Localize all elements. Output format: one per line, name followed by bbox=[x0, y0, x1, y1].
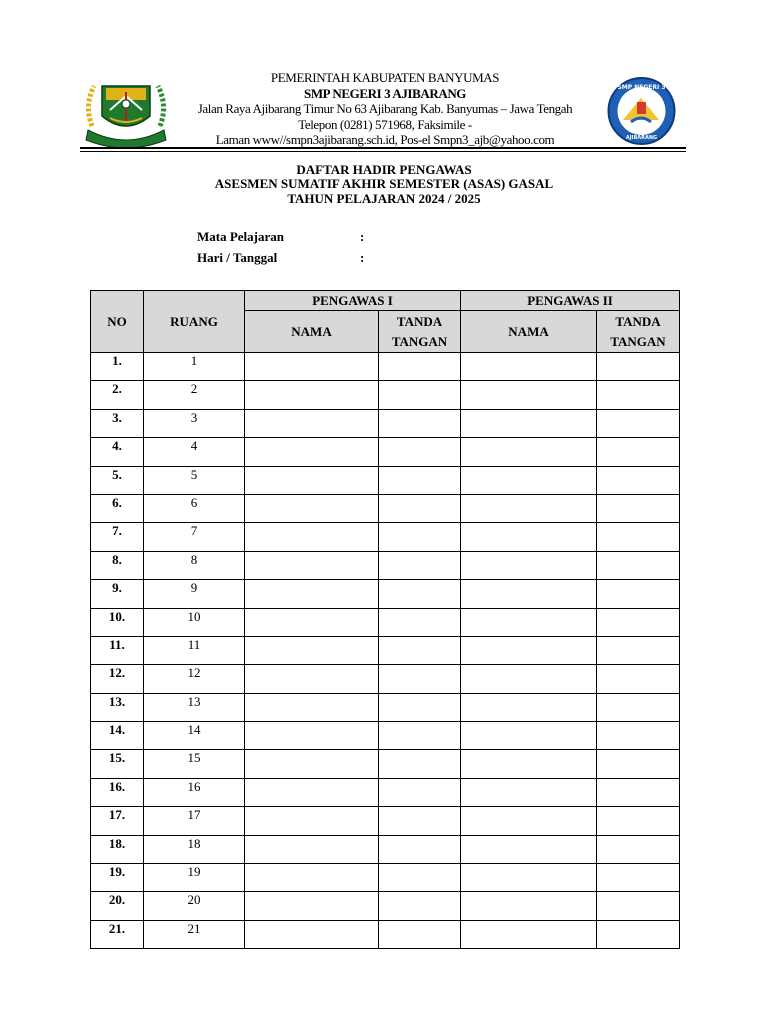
row-number: 13. bbox=[91, 693, 144, 721]
supervisor-1-name-cell[interactable] bbox=[245, 608, 379, 636]
supervisor-2-signature-cell[interactable] bbox=[597, 665, 680, 693]
school-phone: Telepon (0281) 571968, Faksimile - bbox=[298, 116, 472, 132]
row-room: 16 bbox=[144, 778, 245, 806]
header-signature-1 bbox=[379, 311, 461, 353]
supervisor-1-signature-cell[interactable] bbox=[379, 466, 461, 494]
row-number: 4. bbox=[91, 438, 144, 466]
row-number: 5. bbox=[91, 466, 144, 494]
supervisor-1-signature-cell[interactable] bbox=[379, 608, 461, 636]
row-room: 1 bbox=[144, 353, 245, 381]
table-row bbox=[91, 409, 680, 437]
row-number: 14. bbox=[91, 722, 144, 750]
subject-row bbox=[197, 226, 364, 247]
title-line-3: TAHUN PELAJARAN 2024 / 2025 bbox=[287, 190, 481, 206]
exam-info bbox=[197, 226, 364, 268]
letterhead-rule-thin bbox=[80, 151, 686, 152]
row-number: 9. bbox=[91, 580, 144, 608]
row-room: 21 bbox=[144, 920, 245, 948]
row-room: 11 bbox=[144, 636, 245, 664]
school-logo-top-text: SMP NEGERI 3 bbox=[617, 84, 666, 91]
supervisor-2-name-cell[interactable] bbox=[461, 409, 597, 437]
supervisor-1-name-cell[interactable] bbox=[245, 864, 379, 892]
supervisor-1-name-cell[interactable] bbox=[245, 693, 379, 721]
supervisor-2-name-cell[interactable] bbox=[461, 636, 597, 664]
supervisor-1-name-cell[interactable] bbox=[245, 722, 379, 750]
supervisor-2-signature-cell[interactable] bbox=[597, 693, 680, 721]
table-row bbox=[91, 665, 680, 693]
letterhead-rule-thick bbox=[80, 147, 686, 149]
supervisor-1-signature-cell[interactable] bbox=[379, 807, 461, 835]
supervisor-2-signature-cell[interactable] bbox=[597, 892, 680, 920]
row-number: 19. bbox=[91, 864, 144, 892]
row-number: 1. bbox=[91, 353, 144, 381]
supervisor-2-name-cell[interactable] bbox=[461, 807, 597, 835]
row-room: 14 bbox=[144, 722, 245, 750]
school-logo-bottom-text: AJIBARANG bbox=[625, 135, 658, 141]
subject-label: Mata Pelajaran bbox=[197, 228, 285, 244]
document-title bbox=[0, 163, 768, 206]
supervisor-1-signature-cell[interactable] bbox=[379, 438, 461, 466]
row-number: 21. bbox=[91, 920, 144, 948]
supervisor-1-signature-cell[interactable] bbox=[379, 381, 461, 409]
header-signature-1-line-1: TANDA bbox=[396, 313, 443, 329]
supervisor-1-signature-cell[interactable] bbox=[379, 778, 461, 806]
supervisor-2-signature-cell[interactable] bbox=[597, 551, 680, 579]
table-row bbox=[91, 580, 680, 608]
table-row bbox=[91, 920, 680, 948]
table-row bbox=[91, 353, 680, 381]
title-line-2: ASESMEN SUMATIF AKHIR SEMESTER (ASAS) GASAL bbox=[214, 176, 554, 192]
supervisor-2-signature-cell[interactable] bbox=[597, 381, 680, 409]
supervisor-1-signature-cell[interactable] bbox=[379, 835, 461, 863]
supervisor-1-signature-cell[interactable] bbox=[379, 693, 461, 721]
row-number: 20. bbox=[91, 892, 144, 920]
row-room: 12 bbox=[144, 665, 245, 693]
supervisor-1-name-cell[interactable] bbox=[245, 381, 379, 409]
supervisor-2-signature-cell[interactable] bbox=[597, 750, 680, 778]
header-signature-2-line-1: TANDA bbox=[615, 313, 661, 329]
supervisor-1-signature-cell[interactable] bbox=[379, 864, 461, 892]
row-room: 15 bbox=[144, 750, 245, 778]
row-room: 17 bbox=[144, 807, 245, 835]
table-row bbox=[91, 636, 680, 664]
supervisor-1-signature-cell[interactable] bbox=[379, 722, 461, 750]
supervisor-2-name-cell[interactable] bbox=[461, 892, 597, 920]
supervisor-1-signature-cell[interactable] bbox=[379, 892, 461, 920]
table-row bbox=[91, 807, 680, 835]
header-signature-2-line-2: TANGAN bbox=[610, 333, 666, 349]
supervisor-1-signature-cell[interactable] bbox=[379, 665, 461, 693]
supervisor-1-signature-cell[interactable] bbox=[379, 551, 461, 579]
header-supervisor-1: PENGAWAS I bbox=[245, 291, 461, 311]
government-name: PEMERINTAH KABUPATEN BANYUMAS bbox=[270, 70, 500, 85]
attendance-table bbox=[90, 290, 680, 949]
row-room: 19 bbox=[144, 864, 245, 892]
header-signature-2 bbox=[597, 311, 680, 353]
row-number: 7. bbox=[91, 523, 144, 551]
table-row bbox=[91, 722, 680, 750]
supervisor-1-name-cell[interactable] bbox=[245, 835, 379, 863]
supervisor-1-signature-cell[interactable] bbox=[379, 523, 461, 551]
row-number: 8. bbox=[91, 551, 144, 579]
date-label: Hari / Tanggal bbox=[197, 249, 278, 265]
supervisor-2-signature-cell[interactable] bbox=[597, 807, 680, 835]
supervisor-1-name-cell[interactable] bbox=[245, 409, 379, 437]
table-row bbox=[91, 523, 680, 551]
supervisor-2-name-cell[interactable] bbox=[461, 778, 597, 806]
letterhead-text bbox=[160, 70, 610, 148]
school-name: SMP NEGERI 3 AJIBARANG bbox=[303, 85, 467, 101]
supervisor-1-signature-cell[interactable] bbox=[379, 409, 461, 437]
supervisor-1-name-cell[interactable] bbox=[245, 750, 379, 778]
header-room: RUANG bbox=[144, 291, 245, 353]
supervisor-1-signature-cell[interactable] bbox=[379, 920, 461, 948]
supervisor-2-name-cell[interactable] bbox=[461, 608, 597, 636]
row-room: 7 bbox=[144, 523, 245, 551]
supervisor-2-name-cell[interactable] bbox=[461, 551, 597, 579]
row-number: 2. bbox=[91, 381, 144, 409]
table-row bbox=[91, 608, 680, 636]
row-room: 10 bbox=[144, 608, 245, 636]
title-line-1: DAFTAR HADIR PENGAWAS bbox=[296, 162, 472, 177]
supervisor-1-name-cell[interactable] bbox=[245, 636, 379, 664]
supervisor-1-name-cell[interactable] bbox=[245, 494, 379, 522]
row-room: 8 bbox=[144, 551, 245, 579]
supervisor-2-name-cell[interactable] bbox=[461, 864, 597, 892]
supervisor-2-signature-cell[interactable] bbox=[597, 523, 680, 551]
date-colon: : bbox=[360, 249, 365, 265]
supervisor-1-name-cell[interactable] bbox=[245, 523, 379, 551]
supervisor-1-signature-cell[interactable] bbox=[379, 750, 461, 778]
row-room: 9 bbox=[144, 580, 245, 608]
row-number: 18. bbox=[91, 835, 144, 863]
supervisor-2-name-cell[interactable] bbox=[461, 353, 597, 381]
supervisor-2-signature-cell[interactable] bbox=[597, 466, 680, 494]
header-no: NO bbox=[91, 291, 144, 353]
row-number: 6. bbox=[91, 494, 144, 522]
supervisor-2-signature-cell[interactable] bbox=[597, 864, 680, 892]
supervisor-2-signature-cell[interactable] bbox=[597, 835, 680, 863]
school-address: Jalan Raya Ajibarang Timur No 63 Ajibarang Kab. Banyumas – Jawa Tengah bbox=[197, 101, 573, 116]
banyumas-regency-emblem bbox=[80, 76, 172, 148]
supervisor-2-signature-cell[interactable] bbox=[597, 778, 680, 806]
row-room: 3 bbox=[144, 409, 245, 437]
supervisor-2-name-cell[interactable] bbox=[461, 381, 597, 409]
row-room: 4 bbox=[144, 438, 245, 466]
supervisor-2-signature-cell[interactable] bbox=[597, 920, 680, 948]
table-row bbox=[91, 750, 680, 778]
supervisor-2-signature-cell[interactable] bbox=[597, 438, 680, 466]
supervisor-2-signature-cell[interactable] bbox=[597, 494, 680, 522]
row-room: 5 bbox=[144, 466, 245, 494]
row-number: 16. bbox=[91, 778, 144, 806]
supervisor-2-name-cell[interactable] bbox=[461, 693, 597, 721]
row-number: 3. bbox=[91, 409, 144, 437]
supervisor-1-name-cell[interactable] bbox=[245, 807, 379, 835]
supervisor-2-name-cell[interactable] bbox=[461, 466, 597, 494]
date-row bbox=[197, 247, 364, 268]
supervisor-2-name-cell[interactable] bbox=[461, 722, 597, 750]
supervisor-2-name-cell[interactable] bbox=[461, 580, 597, 608]
supervisor-2-signature-cell[interactable] bbox=[597, 409, 680, 437]
header-supervisor-2: PENGAWAS II bbox=[461, 291, 680, 311]
supervisor-2-signature-cell[interactable] bbox=[597, 722, 680, 750]
header-name-2: NAMA bbox=[461, 311, 597, 353]
header-name-1: NAMA bbox=[245, 311, 379, 353]
supervisor-2-name-cell[interactable] bbox=[461, 750, 597, 778]
subject-colon: : bbox=[360, 228, 365, 244]
attendance-rows bbox=[91, 353, 680, 949]
row-room: 18 bbox=[144, 835, 245, 863]
supervisor-1-name-cell[interactable] bbox=[245, 580, 379, 608]
table-row bbox=[91, 892, 680, 920]
supervisor-1-name-cell[interactable] bbox=[245, 665, 379, 693]
supervisor-1-name-cell[interactable] bbox=[245, 920, 379, 948]
supervisor-1-signature-cell[interactable] bbox=[379, 636, 461, 664]
table-row bbox=[91, 381, 680, 409]
row-number: 15. bbox=[91, 750, 144, 778]
row-room: 13 bbox=[144, 693, 245, 721]
supervisor-1-name-cell[interactable] bbox=[245, 892, 379, 920]
row-room: 20 bbox=[144, 892, 245, 920]
supervisor-2-signature-cell[interactable] bbox=[597, 608, 680, 636]
supervisor-2-name-cell[interactable] bbox=[461, 835, 597, 863]
table-row bbox=[91, 494, 680, 522]
supervisor-2-name-cell[interactable] bbox=[461, 920, 597, 948]
supervisor-2-name-cell[interactable] bbox=[461, 665, 597, 693]
row-number: 10. bbox=[91, 608, 144, 636]
table-row bbox=[91, 551, 680, 579]
supervisor-1-name-cell[interactable] bbox=[245, 353, 379, 381]
table-row bbox=[91, 778, 680, 806]
supervisor-2-name-cell[interactable] bbox=[461, 438, 597, 466]
school-logo bbox=[601, 76, 682, 146]
supervisor-1-signature-cell[interactable] bbox=[379, 494, 461, 522]
table-row bbox=[91, 466, 680, 494]
table-row bbox=[91, 693, 680, 721]
row-number: 17. bbox=[91, 807, 144, 835]
supervisor-1-name-cell[interactable] bbox=[245, 778, 379, 806]
supervisor-1-signature-cell[interactable] bbox=[379, 353, 461, 381]
row-number: 12. bbox=[91, 665, 144, 693]
row-room: 2 bbox=[144, 381, 245, 409]
supervisor-1-name-cell[interactable] bbox=[245, 551, 379, 579]
supervisor-2-signature-cell[interactable] bbox=[597, 580, 680, 608]
supervisor-2-name-cell[interactable] bbox=[461, 494, 597, 522]
table-row bbox=[91, 835, 680, 863]
supervisor-1-name-cell[interactable] bbox=[245, 438, 379, 466]
supervisor-1-name-cell[interactable] bbox=[245, 466, 379, 494]
row-room: 6 bbox=[144, 494, 245, 522]
header-signature-1-line-2: TANGAN bbox=[391, 333, 448, 349]
table-row bbox=[91, 864, 680, 892]
supervisor-2-signature-cell[interactable] bbox=[597, 353, 680, 381]
supervisor-2-name-cell[interactable] bbox=[461, 523, 597, 551]
school-website-email: Laman www//smpn3ajibarang.sch.id, Pos-el Smpn3_ajb@yahoo.com bbox=[215, 132, 555, 147]
row-number: 11. bbox=[91, 636, 144, 664]
supervisor-1-signature-cell[interactable] bbox=[379, 580, 461, 608]
table-row bbox=[91, 438, 680, 466]
supervisor-2-signature-cell[interactable] bbox=[597, 636, 680, 664]
